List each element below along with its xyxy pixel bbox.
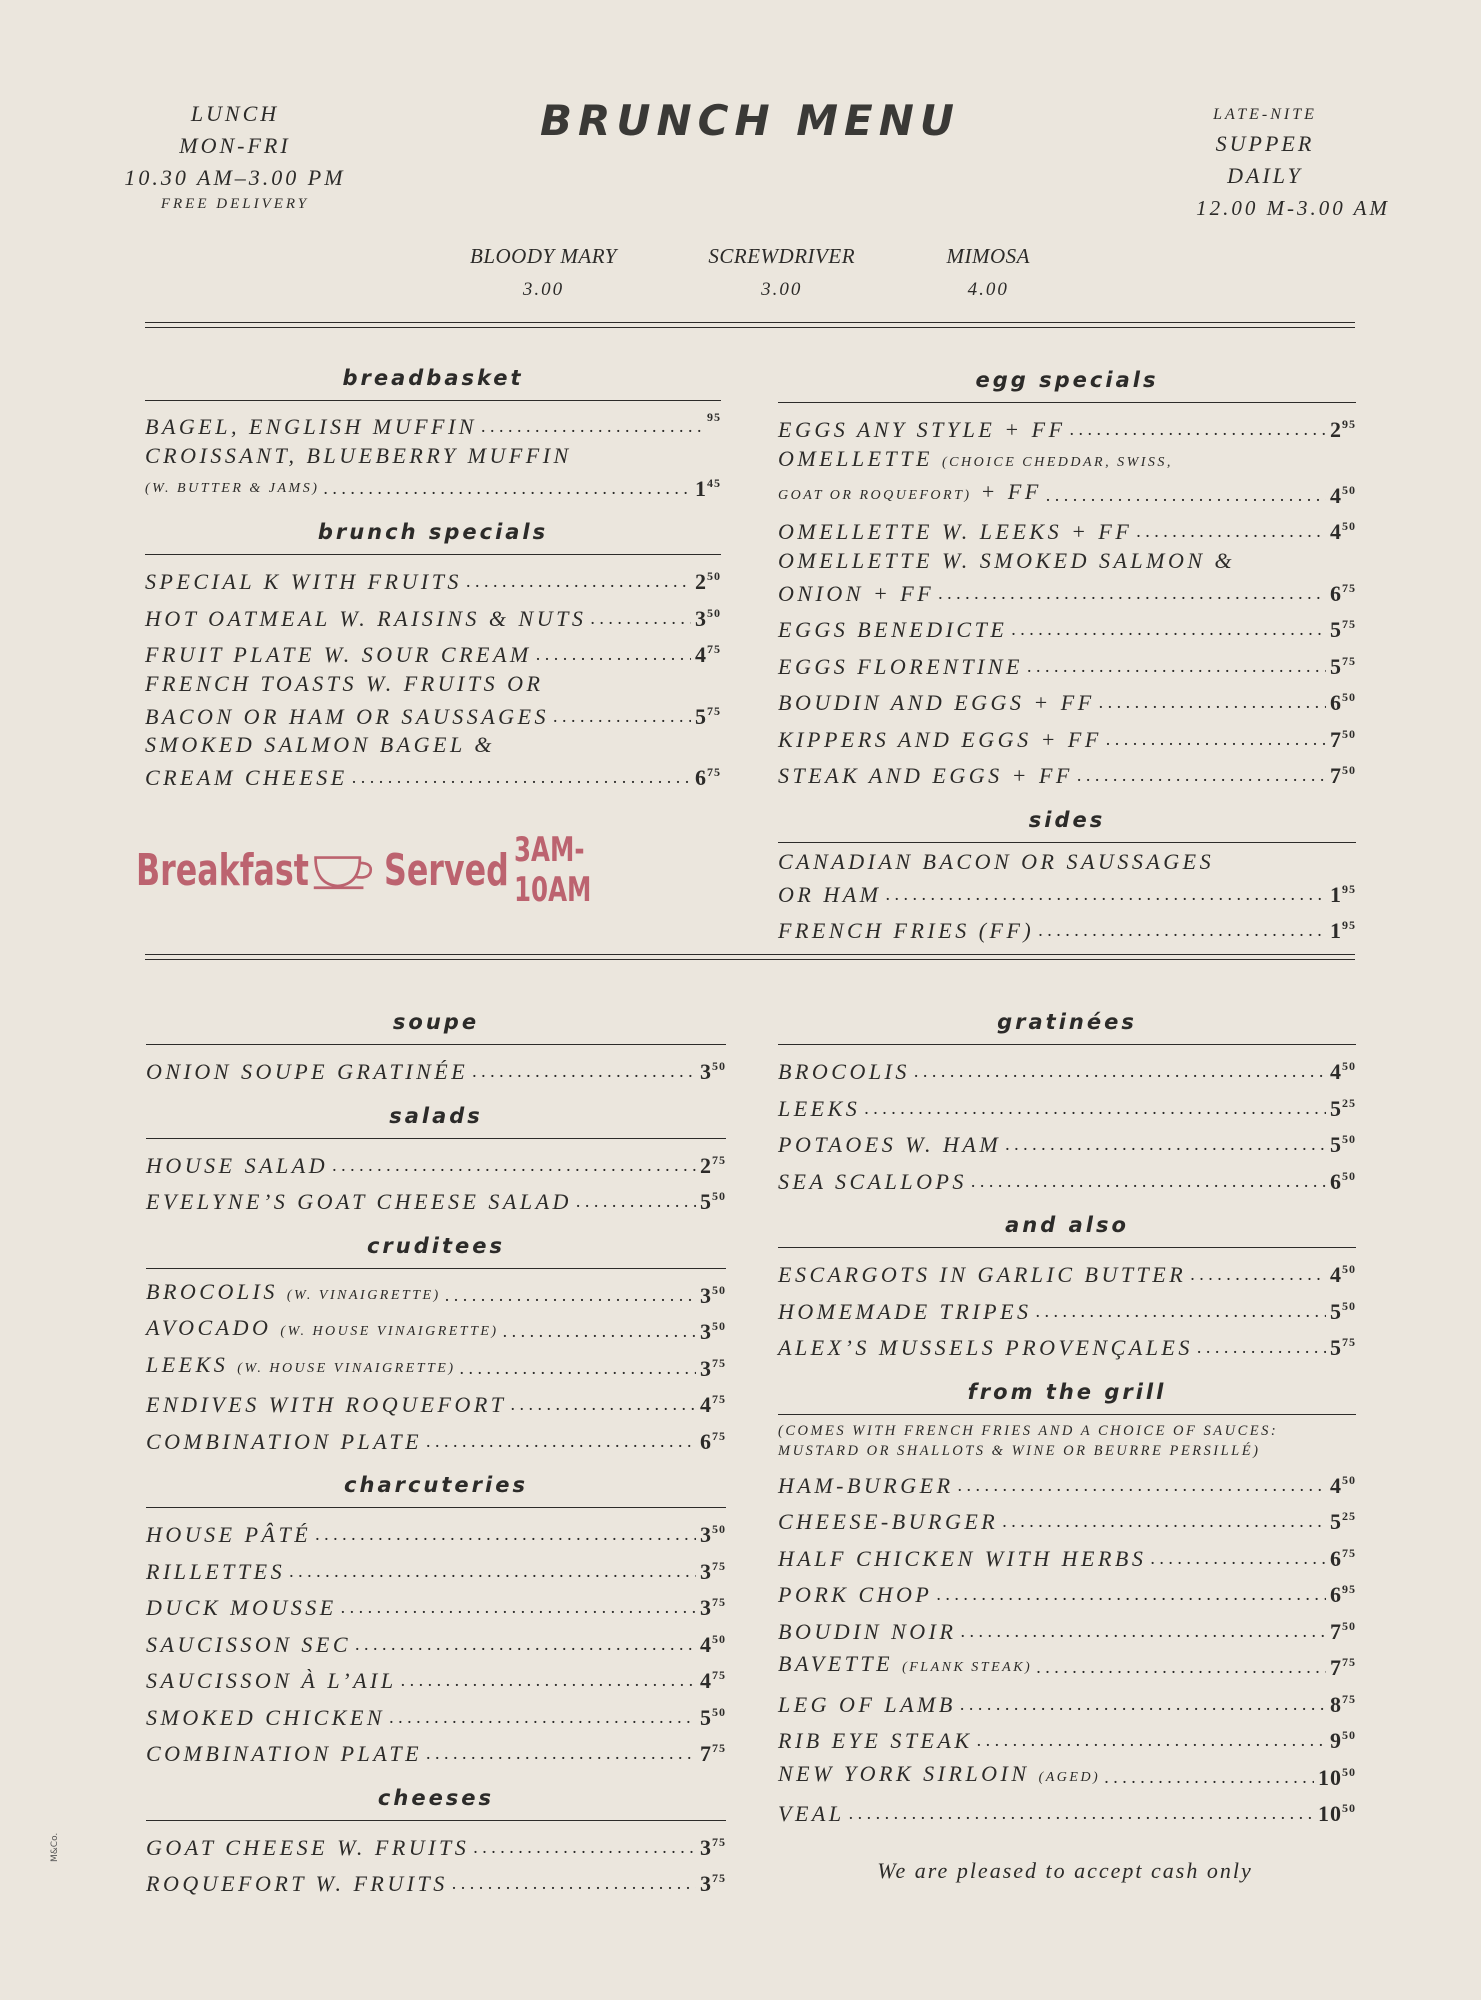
item-price: $1^{95}$ <box>1330 881 1356 907</box>
section-title: charcuteries <box>146 1473 726 1508</box>
item-note: (W. HOUSE VINAIGRETTE) <box>237 1360 456 1376</box>
menu-item <box>778 1291 1356 1328</box>
item-note: (W. VINAIGRETTE) <box>286 1287 441 1303</box>
dot-leader <box>1046 480 1326 512</box>
item-price: $5^{25}$ <box>1330 1509 1356 1534</box>
item-price: $4^{50}$ <box>1330 1472 1356 1498</box>
section-title: salads <box>146 1104 726 1139</box>
item-price: $3^{50}$ <box>695 605 721 631</box>
menu-item <box>778 1647 1356 1684</box>
dot-leader <box>355 1629 696 1661</box>
section-title: sides <box>778 808 1356 843</box>
item-price: $6^{75}$ <box>1330 1545 1356 1571</box>
dot-leader <box>553 701 691 733</box>
item-name: LEG OF LAMB <box>778 1691 956 1717</box>
dot-leader <box>472 1056 696 1088</box>
item-price: $3^{75}$ <box>700 1355 726 1381</box>
item-name: OMELLETTE W. LEEKS + FF <box>778 519 1133 544</box>
item-note: (CHOICE CHEDDAR, SWISS, <box>941 454 1173 470</box>
dot-leader <box>971 1166 1326 1198</box>
drink-name: BLOODY MARY <box>470 244 617 268</box>
stamp-word-breakfast: Breakfast <box>136 844 309 896</box>
menu-item <box>778 1757 1356 1794</box>
section-title: gratinées <box>778 1010 1356 1045</box>
menu-item <box>145 732 721 794</box>
item-price: $6^{75}$ <box>695 765 721 790</box>
item-name: HOUSE SALAD <box>146 1152 329 1178</box>
dot-leader <box>1099 687 1326 719</box>
dot-leader <box>1197 1332 1326 1364</box>
item-price: $10^{50}$ <box>1318 1764 1356 1790</box>
item-price: $4^{75}$ <box>700 1392 726 1417</box>
item-name: ENDIVES WITH ROQUEFORT <box>146 1392 507 1417</box>
item-price: $3^{75}$ <box>700 1871 726 1896</box>
menu-item <box>778 1254 1356 1291</box>
item-price: $5^{75}$ <box>1330 617 1356 642</box>
dot-leader <box>511 1389 696 1421</box>
item-name: RIB EYE STEAK <box>778 1728 973 1753</box>
item-price: $5^{75}$ <box>695 703 721 729</box>
menu-item <box>778 446 1356 512</box>
menu-item <box>778 1088 1356 1125</box>
coffee-cup-icon <box>312 848 376 892</box>
menu-item <box>146 1587 726 1624</box>
item-name: NEW YORK SIRLOIN <box>778 1760 1030 1786</box>
drink-name: MIMOSA <box>946 244 1030 268</box>
menu-item <box>146 1311 726 1348</box>
late-nite-hours-block <box>1140 102 1390 224</box>
dot-leader <box>936 1579 1326 1611</box>
item-price: $7^{50}$ <box>1330 726 1356 752</box>
cash-only-note: We are pleased to accept cash only <box>877 1858 1253 1883</box>
menu-item <box>778 1574 1356 1611</box>
section-title: cheeses <box>146 1786 726 1821</box>
dot-leader <box>885 879 1326 911</box>
lunch-hours: 10.30 AM–3.00 PM <box>124 165 346 190</box>
breadbasket-section <box>145 366 721 504</box>
dot-leader <box>1104 1762 1314 1794</box>
item-name: LEEKS <box>146 1351 229 1377</box>
grill-note-line: MUSTARD OR SHALLOTS & WINE OR BEURRE PERSILLÉ) <box>778 1442 1261 1459</box>
section-title: from the grill <box>778 1380 1356 1415</box>
item-note: (FLANK STEAK) <box>902 1660 1033 1675</box>
item-name: GOAT CHEESE W. FRUITS <box>146 1834 470 1860</box>
menu-item <box>778 548 1356 610</box>
item-name: SEA SCALLOPS <box>778 1168 967 1194</box>
cruditees-section <box>146 1234 726 1458</box>
charcuteries-section <box>146 1473 726 1770</box>
dot-leader <box>977 1725 1326 1757</box>
item-name: BACON OR HAM OR SAUSSAGES <box>145 703 550 729</box>
item-price: $7^{50}$ <box>1330 763 1356 788</box>
drink-item <box>708 244 855 301</box>
item-price: $2^{95}$ <box>1330 417 1356 442</box>
menu-item <box>778 511 1356 548</box>
dot-leader <box>466 566 691 598</box>
item-price: $2^{75}$ <box>700 1152 726 1178</box>
menu-item <box>778 1793 1356 1830</box>
item-name: ROQUEFORT W. FRUITS <box>146 1871 448 1896</box>
item-price: $5^{75}$ <box>1330 653 1356 679</box>
item-price: $6^{50}$ <box>1330 690 1356 715</box>
dot-leader <box>914 1056 1326 1088</box>
item-name: SMOKED CHICKEN <box>146 1704 386 1730</box>
item-price: $3^{75}$ <box>700 1595 726 1620</box>
menu-item <box>146 1624 726 1661</box>
item-note: (W. BUTTER & JAMS) <box>145 480 320 496</box>
dot-leader <box>849 1798 1314 1830</box>
menu-item <box>146 1145 726 1182</box>
section-title: brunch specials <box>145 520 721 555</box>
salads-section <box>146 1104 726 1218</box>
menu-item <box>778 1327 1356 1364</box>
breakfast-stamp <box>136 830 696 910</box>
item-name: HOUSE PÂTÉ <box>146 1522 312 1547</box>
item-name: LEEKS <box>778 1095 861 1121</box>
dot-leader <box>576 1186 696 1218</box>
drink-price: 3.00 <box>522 279 565 300</box>
item-price: $4^{50}$ <box>1330 1059 1356 1084</box>
item-price: $2^{50}$ <box>695 569 721 594</box>
item-name: CROISSANT, BLUEBERRY MUFFIN <box>145 442 572 468</box>
item-name: CHEESE-BURGER <box>778 1509 999 1534</box>
item-name: ONION SOUPE GRATINÉE <box>146 1059 469 1084</box>
menu-item <box>146 1551 726 1588</box>
item-price: $1^{95}$ <box>1330 918 1356 943</box>
item-name: CANADIAN BACON OR SAUSSAGES <box>778 848 1215 874</box>
sides-section <box>778 808 1356 947</box>
item-name: EVELYNE’S GOAT CHEESE SALAD <box>146 1189 572 1214</box>
drink-name: SCREWDRIVER <box>708 244 856 268</box>
item-name: ONION + FF <box>778 580 935 606</box>
menu-item <box>145 407 721 443</box>
dot-leader <box>1036 1296 1326 1328</box>
item-price: $6^{50}$ <box>1330 1168 1356 1194</box>
item-price: $5^{50}$ <box>700 1189 726 1214</box>
dot-leader <box>1150 1543 1326 1575</box>
lower-right-column <box>778 1010 1356 1846</box>
menu-item <box>778 755 1356 792</box>
drink-price: 4.00 <box>967 279 1009 300</box>
drink-price: 3.00 <box>761 279 803 300</box>
menu-item <box>778 1611 1356 1648</box>
menu-item <box>778 682 1356 719</box>
printer-imprint: M&Co. <box>50 1832 60 1862</box>
menu-item <box>145 561 721 598</box>
dot-leader <box>459 1353 696 1385</box>
item-price: $3^{50}$ <box>700 1319 726 1344</box>
item-name: BAVETTE <box>778 1651 894 1676</box>
dot-leader <box>960 1616 1326 1648</box>
item-price: $3^{75}$ <box>700 1558 726 1584</box>
from-the-grill-section <box>778 1380 1356 1830</box>
late-nite-label: LATE-NITE <box>1213 106 1317 123</box>
item-name: HAM-BURGER <box>778 1472 954 1498</box>
menu-item <box>146 1514 726 1551</box>
dot-leader <box>445 1280 696 1312</box>
and-also-section <box>778 1213 1356 1364</box>
menu-item <box>146 1181 726 1218</box>
item-name: SMOKED SALMON BAGEL & <box>145 732 495 757</box>
item-price: $3^{50}$ <box>700 1522 726 1547</box>
dot-leader <box>1038 915 1326 947</box>
dot-leader <box>1002 1506 1326 1538</box>
supper-label: SUPPER <box>1215 131 1315 156</box>
item-price: $1^{45}$ <box>695 475 721 501</box>
menu-item <box>146 1697 726 1734</box>
menu-item <box>778 1684 1356 1721</box>
supper-days: DAILY <box>1227 163 1303 188</box>
menu-item <box>778 646 1356 683</box>
item-price: $4^{75}$ <box>695 642 721 667</box>
dot-leader <box>315 1519 696 1551</box>
menu-item <box>778 609 1356 646</box>
dot-leader <box>289 1556 696 1588</box>
item-price: $3^{50}$ <box>700 1059 726 1084</box>
section-title: cruditees <box>146 1234 726 1269</box>
dot-leader <box>426 1738 696 1770</box>
dot-leader <box>352 762 691 794</box>
item-note: (W. HOUSE VINAIGRETTE) <box>280 1324 499 1339</box>
dot-leader <box>1136 516 1326 548</box>
dot-leader <box>503 1316 696 1348</box>
menu-title: BRUNCH MENU <box>540 96 960 145</box>
cheeses-section <box>146 1786 726 1900</box>
menu-item <box>145 598 721 635</box>
menu-item <box>146 1733 726 1770</box>
dot-leader <box>1011 614 1326 646</box>
item-name: FRENCH TOASTS W. FRUITS OR <box>145 670 544 696</box>
item-name: OMELLETTE W. SMOKED SALMON & <box>778 547 1236 573</box>
menu-item <box>145 671 721 733</box>
item-name: SPECIAL K WITH FRUITS <box>145 569 462 594</box>
menu-item <box>146 1827 726 1864</box>
grill-note <box>778 1421 1356 1461</box>
dot-leader <box>1190 1259 1326 1291</box>
item-name: HOT OATMEAL W. RAISINS & NUTS <box>145 605 587 631</box>
dot-leader <box>1027 651 1326 683</box>
item-name: VEAL <box>778 1801 845 1826</box>
item-price: $4^{50}$ <box>1330 519 1356 544</box>
section-title: egg specials <box>778 368 1356 403</box>
menu-item <box>778 1124 1356 1161</box>
dot-leader <box>958 1470 1326 1502</box>
item-name: HOMEMADE TRIPES <box>778 1298 1032 1324</box>
stamp-hours: 3AM-10AM <box>513 830 592 910</box>
section-title: soupe <box>146 1010 726 1045</box>
item-name: OR HAM <box>778 881 882 907</box>
drink-item <box>470 244 617 301</box>
dot-leader <box>481 411 703 443</box>
item-price: $5^{50}$ <box>1330 1132 1356 1157</box>
item-name: BOUDIN AND EGGS + FF <box>778 690 1095 715</box>
item-price: $7^{50}$ <box>1330 1618 1356 1644</box>
soupe-section <box>146 1010 726 1088</box>
menu-item <box>778 849 1356 911</box>
item-name: ALEX’S MUSSELS PROVENÇALES <box>778 1335 1193 1360</box>
gratinees-section <box>778 1010 1356 1197</box>
grill-note-line: (COMES WITH FRENCH FRIES AND A CHOICE OF SAUCES: <box>778 1422 1279 1439</box>
dot-leader <box>1005 1129 1326 1161</box>
item-price: $4^{50}$ <box>700 1631 726 1657</box>
item-price: $5^{50}$ <box>1330 1298 1356 1324</box>
item-name: FRENCH FRIES (FF) <box>778 918 1035 943</box>
item-name: PORK CHOP <box>778 1582 933 1607</box>
item-price: $4^{50}$ <box>1330 1262 1356 1287</box>
dot-leader <box>1077 760 1326 792</box>
item-name: COMBINATION PLATE <box>146 1741 423 1766</box>
item-price: $5^{25}$ <box>1330 1095 1356 1121</box>
dot-leader <box>323 473 691 505</box>
menu-item <box>146 1384 726 1421</box>
item-price: $10^{50}$ <box>1318 1801 1356 1826</box>
item-name: EGGS FLORENTINE <box>778 653 1023 679</box>
item-price: 95 <box>707 410 721 424</box>
menu-item <box>778 1501 1356 1538</box>
menu-item <box>778 1051 1356 1088</box>
upper-left-column <box>145 366 721 810</box>
lunch-label: LUNCH <box>190 101 280 126</box>
dot-leader <box>332 1150 696 1182</box>
menu-item <box>778 910 1356 947</box>
menu-item <box>778 1465 1356 1502</box>
menu-item <box>778 719 1356 756</box>
drink-item <box>947 244 1030 301</box>
dot-leader <box>960 1689 1326 1721</box>
menu-item <box>146 1348 726 1385</box>
dot-leader <box>938 578 1326 610</box>
dot-leader <box>389 1702 696 1734</box>
item-note: (AGED) <box>1038 1769 1101 1785</box>
dot-leader <box>864 1093 1326 1125</box>
item-name: POTAOES W. HAM <box>778 1132 1002 1157</box>
item-name: + FF <box>980 478 1042 504</box>
item-name: RILLETTES <box>146 1558 286 1584</box>
dot-leader <box>452 1868 696 1900</box>
section-title: and also <box>778 1213 1356 1248</box>
item-name: AVOCADO <box>146 1315 272 1340</box>
item-price: $6^{75}$ <box>700 1428 726 1454</box>
menu-item <box>146 1863 726 1900</box>
brunch-specials-section <box>145 520 721 794</box>
menu-item <box>778 1720 1356 1757</box>
item-name: BROCOLIS <box>778 1059 910 1084</box>
dot-leader <box>1070 414 1326 446</box>
item-name: SAUCISSON SEC <box>146 1631 351 1657</box>
middle-divider <box>145 954 1355 960</box>
dot-leader <box>341 1592 696 1624</box>
item-name: COMBINATION PLATE <box>146 1428 423 1454</box>
lunch-days: MON-FRI <box>179 133 291 158</box>
menu-item <box>146 1051 726 1088</box>
menu-item <box>778 1161 1356 1198</box>
item-name: BOUDIN NOIR <box>778 1618 957 1644</box>
section-title: breadbasket <box>145 366 721 401</box>
menu-item <box>778 409 1356 446</box>
item-name: SAUCISSON À L’AIL <box>146 1668 397 1693</box>
item-name: KIPPERS AND EGGS + FF <box>778 726 1102 752</box>
dot-leader <box>426 1426 696 1458</box>
item-price: $7^{75}$ <box>700 1741 726 1766</box>
lunch-hours-block <box>110 98 360 213</box>
lower-left-column <box>146 1010 726 1916</box>
item-price: $4^{50}$ <box>1330 482 1356 508</box>
stamp-word-served: Served <box>383 844 509 896</box>
dot-leader <box>401 1665 696 1697</box>
free-delivery-note: FREE DELIVERY <box>160 196 310 212</box>
item-name: EGGS BENEDICTE <box>778 617 1008 642</box>
item-name: ESCARGOTS IN GARLIC BUTTER <box>778 1262 1187 1287</box>
item-name: STEAK AND EGGS + FF <box>778 763 1073 788</box>
item-name: BROCOLIS <box>146 1278 278 1304</box>
item-price: $6^{75}$ <box>1330 580 1356 606</box>
egg-specials-section <box>778 368 1356 792</box>
item-name: EGGS ANY STYLE + FF <box>778 417 1066 442</box>
menu-item <box>146 1275 726 1312</box>
dot-leader <box>590 603 691 635</box>
menu-item <box>145 634 721 671</box>
menu-item <box>778 1538 1356 1575</box>
dot-leader <box>1036 1652 1326 1684</box>
menu-item <box>146 1421 726 1458</box>
upper-right-column <box>778 368 1356 963</box>
item-price: $3^{75}$ <box>700 1834 726 1860</box>
item-name: HALF CHICKEN WITH HERBS <box>778 1545 1147 1571</box>
item-price: $9^{50}$ <box>1330 1728 1356 1753</box>
item-price: $5^{50}$ <box>700 1704 726 1730</box>
top-divider <box>145 322 1355 328</box>
item-price: $5^{75}$ <box>1330 1335 1356 1360</box>
item-price: $6^{95}$ <box>1330 1582 1356 1607</box>
drinks-row <box>470 244 1030 301</box>
item-price: $4^{75}$ <box>700 1668 726 1693</box>
item-price: $3^{50}$ <box>700 1282 726 1308</box>
supper-hours: 12.00 M-3.00 AM <box>1196 196 1390 220</box>
item-name: BAGEL, ENGLISH MUFFIN <box>145 414 477 439</box>
dot-leader <box>473 1832 696 1864</box>
dot-leader <box>1106 724 1326 756</box>
item-name: CREAM CHEESE <box>145 765 348 790</box>
item-price: $8^{75}$ <box>1330 1691 1356 1717</box>
dot-leader <box>536 639 691 671</box>
item-name: OMELLETTE <box>778 445 933 471</box>
item-name: FRUIT PLATE W. SOUR CREAM <box>145 642 532 667</box>
item-price: $7^{75}$ <box>1330 1655 1356 1680</box>
menu-item <box>146 1660 726 1697</box>
item-name: DUCK MOUSSE <box>146 1595 337 1620</box>
item-note: GOAT OR ROQUEFORT) <box>778 487 972 503</box>
menu-item <box>145 443 721 505</box>
